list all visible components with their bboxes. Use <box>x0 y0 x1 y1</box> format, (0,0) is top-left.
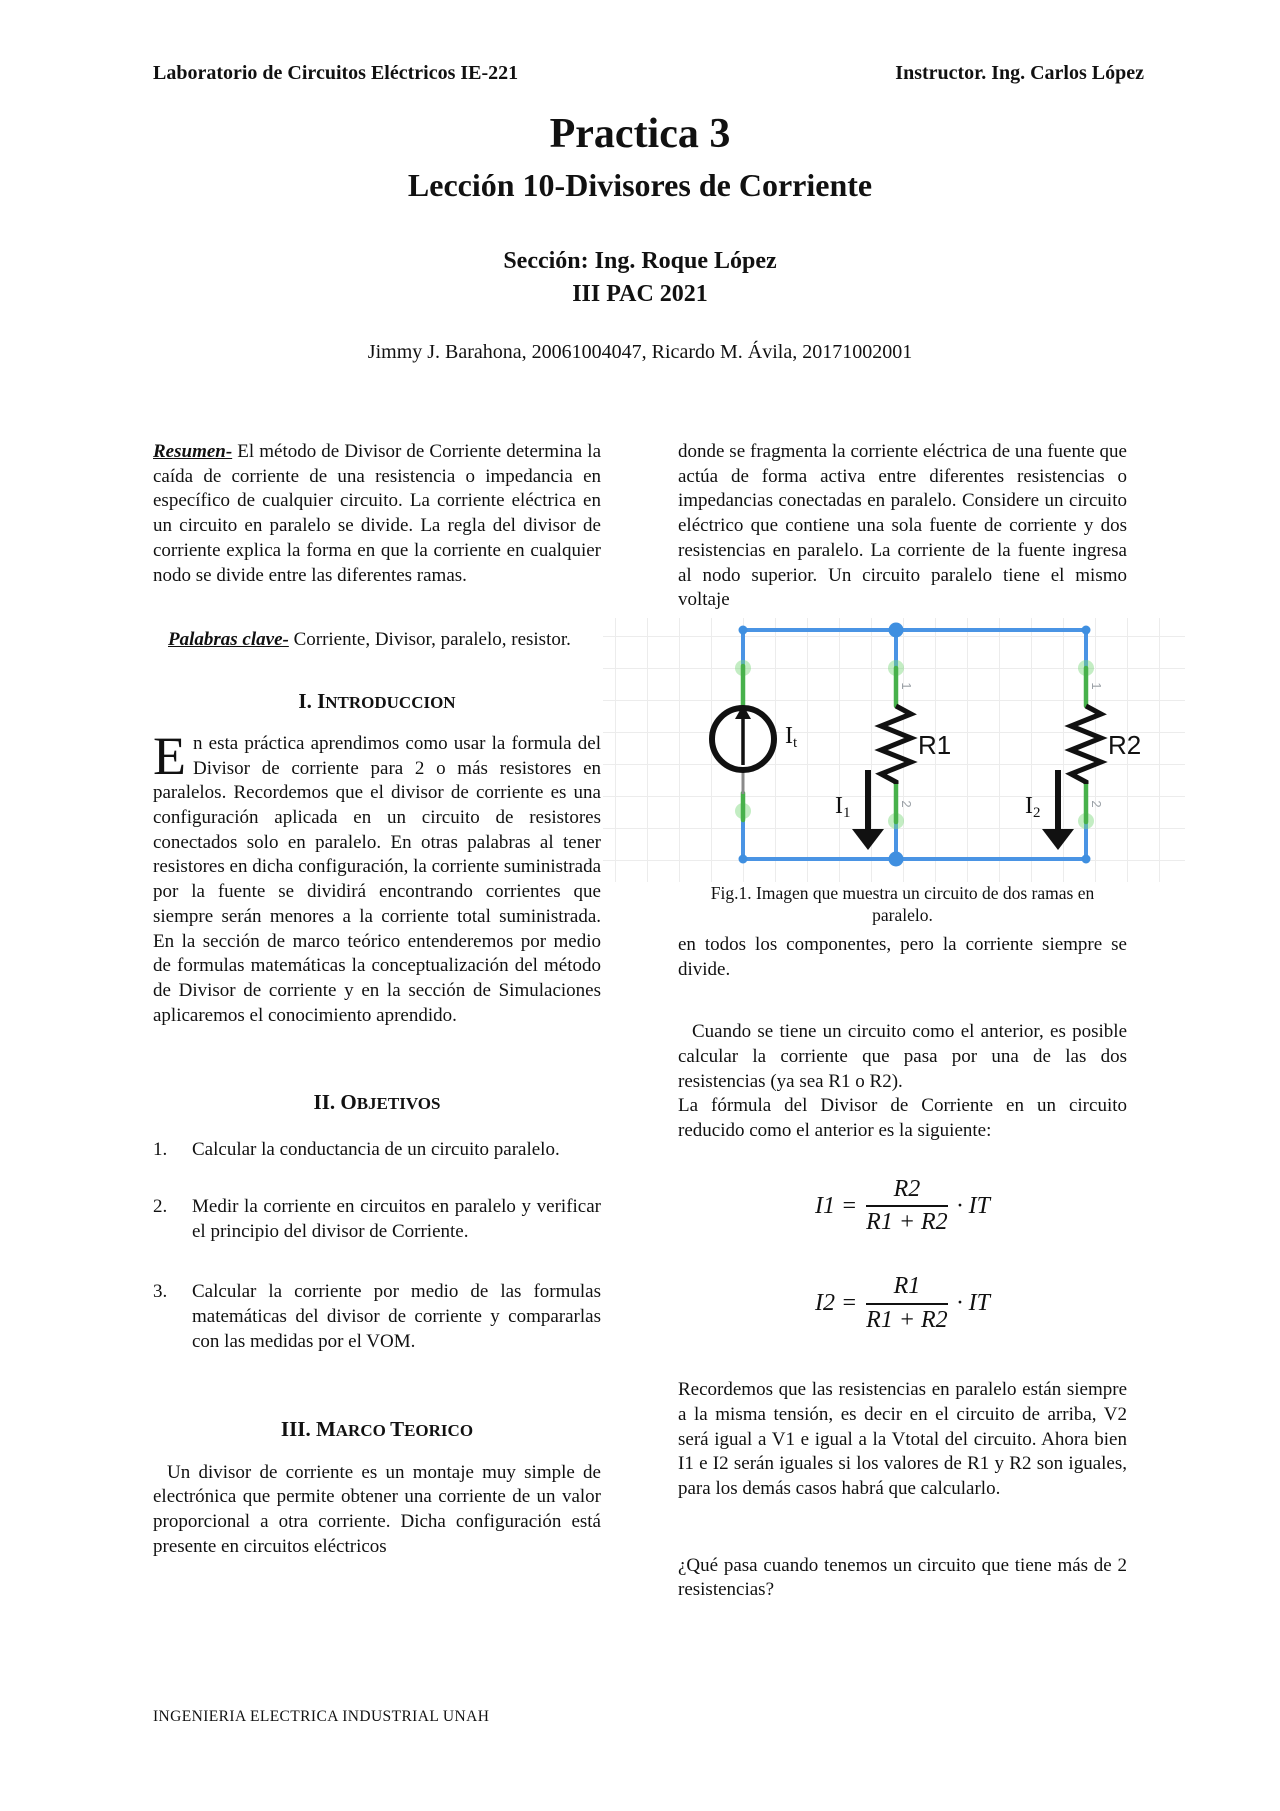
source-current-label: $I_t$ <box>785 722 798 751</box>
formula-i1-lhs: I1 = <box>814 1193 858 1220</box>
figure-caption: Fig.1. Imagen que muestra un circuito de dos ramas en paralelo. <box>710 882 1095 925</box>
svg-text:1: 1 <box>1089 682 1104 690</box>
header-instructor: Instructor. Ing. Carlos López <box>895 62 1144 84</box>
header-course: Laboratorio de Circuitos Eléctricos IE-221 <box>153 62 519 84</box>
svg-text:2: 2 <box>1089 800 1104 808</box>
objective-text: Medir la corriente en circuitos en paralelo y verificar el principio del divisor de Corriente. <box>192 1196 601 1242</box>
formula-i2-lhs: I2 = <box>814 1290 858 1317</box>
drop-cap: E <box>153 725 186 786</box>
right-paragraph-1: donde se fragmenta la corriente eléctrica de una fuente que actúa de forma activa entre diferentes resistencias o impedancias conectadas en paralelo. Considere un circuito eléctrico que contiene una sola fuente de corriente y dos resistencias en paralelo. La corriente de la fuente ingresa al nodo superior. Un circuito paralelo tiene el mismo voltaje <box>678 441 1127 611</box>
objective-number: 1. <box>153 1139 168 1161</box>
right-paragraph-4: La fórmula del Divisor de Corriente en un circuito reducido como el anterior es la siguiente: <box>678 1095 1127 1142</box>
objective-item <box>153 1138 601 1163</box>
page-header <box>153 62 1144 85</box>
figure-circuit <box>603 618 1185 882</box>
heading-marco-teorico: III. MARCO TEORICO <box>280 1416 474 1441</box>
resumen-label: Resumen- <box>153 441 233 462</box>
page-subtitle: Lección 10-Divisores de Corriente <box>407 167 873 203</box>
marco-paragraph: Un divisor de corriente es un montaje muy simple de electrónica que permite obtener una corriente de un valor proporcional a otra corriente. Dicha configuración está presente en circuitos eléctricos <box>153 1461 601 1557</box>
intro-text: n esta práctica aprendimos como usar la formula del Divisor de corriente para 2 o más resistores en paralelos. Recordemos que el divisor de corriente es una configuración aplicada en un circuito de resistores conectados solo en paralelo. En otras palabras al tener resistores en dicha configuración, la corriente suministrada por la fuente se dividirá encontrando corrientes que siempre serán menores a la corriente total suministrada. En la sección de marco teórico entenderemos por medio de formulas matemáticas la conceptualización del método de Divisor de corriente y en la sección de Simulaciones aplicaremos el conocimiento aprendido. <box>153 732 601 1026</box>
keywords-text: Corriente, Divisor, paralelo, resistor. <box>288 629 571 651</box>
right-column <box>678 440 1142 1603</box>
resistor-r2-label: R2 <box>1108 729 1142 760</box>
formula-i1 <box>678 1176 1127 1237</box>
svg-text:2: 2 <box>899 800 914 808</box>
section-instructor: Sección: Ing. Roque López <box>503 248 777 274</box>
right-paragraph-6: ¿Qué pasa cuando tenemos un circuito que tiene más de 2 resistencias? <box>678 1554 1127 1601</box>
heading-introduccion: I. INTRODUCCION <box>298 688 456 713</box>
left-column <box>153 440 601 1559</box>
keywords-label: Palabras clave- <box>168 629 289 651</box>
circuit-diagram <box>603 618 1185 882</box>
heading-objetivos: II. OBJETIVOS <box>313 1090 441 1115</box>
resumen-paragraph <box>153 440 601 588</box>
objective-item <box>153 1280 601 1354</box>
authors-line: Jimmy J. Barahona, 20061004047, Ricardo M. Ávila, 20171002001 <box>367 341 913 363</box>
resistor-r1-label: R1 <box>918 729 952 760</box>
current-source-symbol <box>712 705 774 770</box>
formula-i1-rhs: · IT <box>956 1193 991 1220</box>
svg-text:1: 1 <box>899 682 914 690</box>
right-paragraph-3: Cuando se tiene un circuito como el anterior, es posible calcular la corriente que pasa por una de las dos resistencias (ya sea R1 o R2). <box>678 1021 1127 1092</box>
objective-text: Calcular la conductancia de un circuito paralelo. <box>192 1139 560 1161</box>
objective-text: Calcular la corriente por medio de las formulas matemáticas del divisor de corriente y compararlas con las medidas por el VOM. <box>192 1281 601 1352</box>
formula-i2 <box>678 1273 1127 1334</box>
right-paragraph-5: Recordemos que las resistencias en paralelo están siempre a la misma tensión, es decir en el circuito de arriba, V2 será igual a V1 e igual a la Vtotal del circuito. Ahora bien I1 e I2 serán iguales si los valores de R1 y R2 son iguales, para los demás casos habrá que calcularlo. <box>678 1379 1127 1500</box>
current-arrows <box>852 770 1074 850</box>
objective-number: 3. <box>153 1281 168 1303</box>
resumen-text: El método de Divisor de Corriente determina la caída de corriente de una resistencia o impedancia en específico de cualquier circuito. La corriente eléctrica en un circuito en paralelo se divide. La regla del divisor de corriente explica la forma en que la corriente en cualquier nodo se divide entre las diferentes ramas. <box>153 441 601 586</box>
branch-current-i1-label: $I_1$ <box>835 792 851 821</box>
intro-paragraph <box>153 725 601 1028</box>
resistor-symbols <box>881 706 1101 784</box>
formula-i2-fraction: $\frac{R1}{R1 + R2}$ <box>866 1273 948 1333</box>
page-footer: INGENIERIA ELECTRICA INDUSTRIAL UNAH <box>153 1708 490 1725</box>
branch-current-i2-label: $I_2$ <box>1025 792 1041 821</box>
objective-item <box>153 1195 601 1244</box>
objective-number: 2. <box>153 1196 168 1218</box>
page-title: Practica 3 <box>549 111 731 157</box>
formula-i2-rhs: · IT <box>956 1290 991 1317</box>
formula-i1-fraction: $\frac{R2}{R1 + R2}$ <box>866 1175 948 1236</box>
right-paragraph-2: en todos los componentes, pero la corriente siempre se divide. <box>678 933 1127 980</box>
section-term: III PAC 2021 <box>572 281 708 307</box>
keywords-paragraph <box>153 628 601 653</box>
